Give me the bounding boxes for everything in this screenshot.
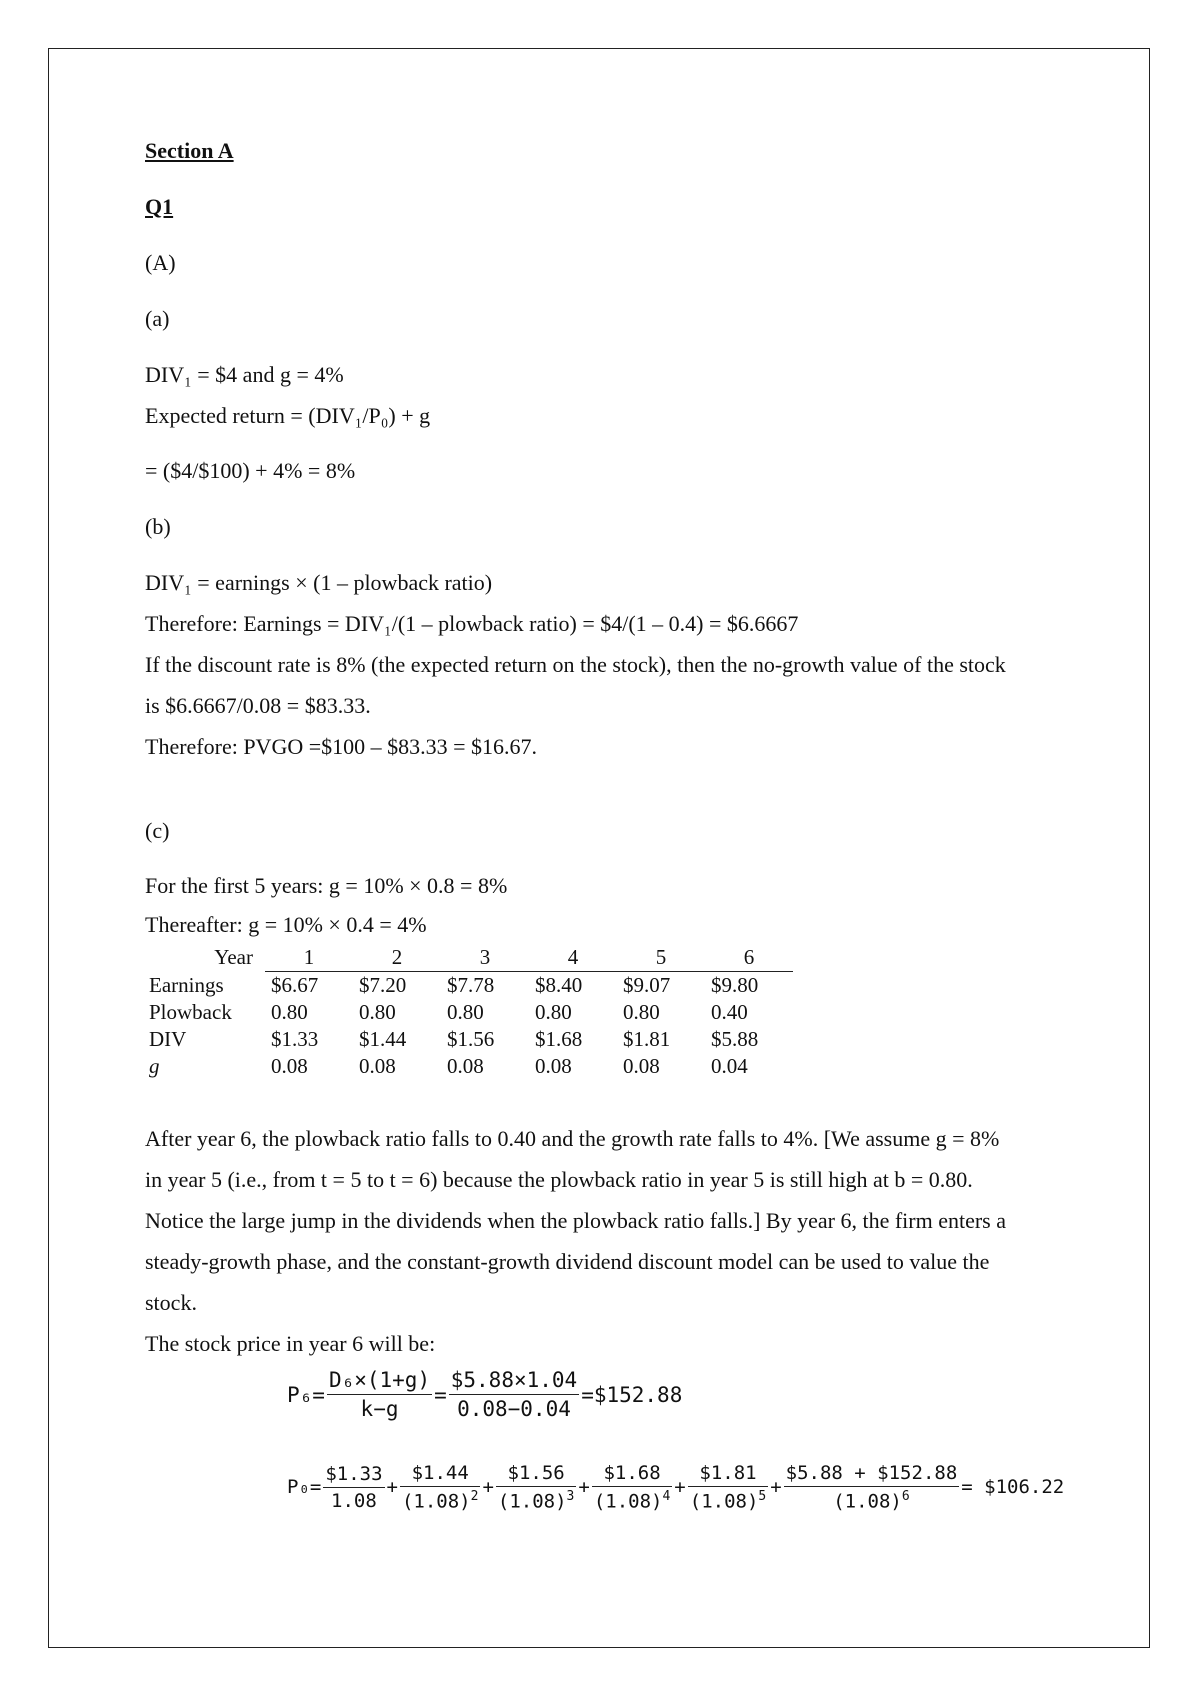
table-cell: $1.33 [271, 1027, 319, 1051]
eq2-term-numerator: $1.44 [400, 1462, 480, 1487]
table-cell: 0.08 [447, 1054, 484, 1078]
eq2-term-denominator [496, 1487, 576, 1512]
para-line-5: stock. [145, 1290, 197, 1315]
eq2-term-base: (1.08) [833, 1490, 902, 1513]
a-given: DIV₁ = $4 and g = 4% [145, 362, 344, 387]
equation-p6 [285, 1368, 684, 1421]
table-cell: $9.80 [711, 973, 759, 997]
eq2-term-base: (1.08) [689, 1490, 759, 1513]
eq1-f2-denominator: 0.08−0.04 [457, 1397, 571, 1421]
para-line-2: in year 5 (i.e., from t = 5 to t = 6) because the plowback ratio in year 5 is still high at b = 0.80. [145, 1167, 973, 1192]
eq1-result: =$152.88 [581, 1382, 683, 1407]
row-label: DIV [149, 1027, 187, 1051]
eq2-term [496, 1462, 576, 1512]
eq2-term [688, 1462, 768, 1512]
plus-sign: + [770, 1476, 782, 1499]
table-cell: 0.08 [535, 1054, 572, 1078]
b-line-2: Therefore: Earnings = DIV₁/(1 – plowback ratio) = $4/(1 – 0.4) = $6.6667 [145, 611, 799, 636]
eq1-fraction-1 [327, 1368, 432, 1421]
table-cell: $6.67 [271, 973, 319, 997]
eq1-f2-numerator: $5.88×1.04 [449, 1368, 579, 1395]
year-cell: 5 [617, 944, 705, 972]
table-cell: $1.81 [623, 1027, 671, 1051]
table-cell: $9.07 [623, 973, 671, 997]
eq2-term-denominator [400, 1487, 480, 1512]
plus-sign: + [482, 1476, 494, 1499]
eq1-equals: = [434, 1382, 447, 1407]
eq1-f1-numerator: D₆×(1+g) [327, 1368, 432, 1395]
table-cell: 0.40 [711, 1000, 748, 1024]
eq2-term [784, 1462, 960, 1512]
table-cell: $5.88 [711, 1027, 759, 1051]
eq1-fraction-2 [449, 1368, 579, 1421]
eq1-f1-denominator: k−g [360, 1397, 399, 1421]
a-formula: Expected return = (DIV₁/P₀) + g [145, 403, 431, 428]
eq2-term-numerator: $1.68 [592, 1462, 672, 1487]
eq2-term-numerator: $1.33 [323, 1463, 384, 1488]
table-cell: $1.56 [447, 1027, 495, 1051]
table-cell: $7.78 [447, 973, 495, 997]
eq2-term-numerator: $1.56 [496, 1462, 576, 1487]
eq2-term-denominator [688, 1487, 768, 1512]
table-header-row [143, 944, 793, 972]
table-cell: 0.80 [359, 1000, 396, 1024]
para-line-4: steady-growth phase, and the constant-growth dividend discount model can be used to value the [145, 1249, 990, 1274]
plus-sign: + [386, 1476, 398, 1499]
table-row [143, 1053, 793, 1080]
table-cell: 0.08 [623, 1054, 660, 1078]
eq2-term-base: (1.08) [593, 1490, 663, 1513]
eq2-term-denominator [592, 1487, 672, 1512]
eq2-term [400, 1462, 480, 1512]
eq2-term [323, 1463, 384, 1512]
table-cell: $1.44 [359, 1027, 407, 1051]
row-label: g [149, 1054, 160, 1078]
equation-p0 [285, 1462, 1066, 1512]
eq2-term-exponent: 4 [662, 1489, 671, 1504]
para-line-1: After year 6, the plowback ratio falls to 0.40 and the growth rate falls to 4%. [We assume g = 8% [145, 1126, 1000, 1151]
plus-sign: + [578, 1476, 590, 1499]
eq2-term-exponent: 2 [470, 1489, 479, 1504]
row-label: Plowback [149, 1000, 232, 1024]
question-label: Q1 [145, 194, 174, 219]
year-cell: 2 [353, 944, 441, 972]
b-line-1: DIV₁ = earnings × (1 – plowback ratio) [145, 570, 493, 595]
year-header: Year [214, 945, 253, 970]
b-line-4: is $6.6667/0.08 = $83.33. [145, 693, 371, 718]
eq2-term-denominator [323, 1488, 384, 1512]
table-cell: $7.20 [359, 973, 407, 997]
year-cell: 6 [705, 944, 793, 972]
eq2-term [592, 1462, 672, 1512]
eq2-term-base: 1.08 [331, 1489, 377, 1512]
table-cell: 0.80 [535, 1000, 572, 1024]
table-row [143, 972, 793, 1000]
year-cell: 1 [265, 944, 353, 972]
a-result: = ($4/$100) + 4% = 8% [145, 458, 356, 483]
c-line-2: Thereafter: g = 10% × 0.4 = 4% [145, 912, 427, 937]
eq2-term-base: (1.08) [401, 1490, 471, 1513]
part-b-label: (b) [145, 514, 171, 539]
table-cell: 0.08 [359, 1054, 396, 1078]
table-cell: 0.80 [271, 1000, 308, 1024]
eq2-term-exponent: 6 [901, 1489, 910, 1504]
eq2-result: = $106.22 [961, 1476, 1065, 1499]
b-line-5: Therefore: PVGO =$100 – $83.33 = $16.67. [145, 734, 538, 759]
para-line-6: The stock price in year 6 will be: [145, 1331, 436, 1356]
eq2-term-exponent: 3 [566, 1489, 575, 1504]
b-line-3: If the discount rate is 8% (the expected return on the stock), then the no-growth value of the stock [145, 652, 1006, 677]
eq2-lhs: P₀= [287, 1476, 322, 1499]
eq2-term-base: (1.08) [497, 1490, 567, 1513]
table-cell: 0.80 [623, 1000, 660, 1024]
year-cell: 4 [529, 944, 617, 972]
eq1-lhs: P₆= [287, 1382, 325, 1407]
table-cell: 0.04 [711, 1054, 748, 1078]
table-cell: 0.80 [447, 1000, 484, 1024]
part-a-label: (a) [145, 306, 170, 331]
projection-table [143, 944, 793, 1080]
eq2-term-numerator: $5.88 + $152.88 [784, 1462, 960, 1487]
eq2-term-exponent: 5 [758, 1489, 767, 1504]
part-A-label: (A) [145, 250, 176, 275]
eq2-term-numerator: $1.81 [688, 1462, 768, 1487]
para-line-3: Notice the large jump in the dividends when the plowback ratio falls.] By year 6, the firm enters a [145, 1208, 1007, 1233]
table-cell: $1.68 [535, 1027, 583, 1051]
eq2-term-denominator [784, 1487, 960, 1512]
table-cell: 0.08 [271, 1054, 308, 1078]
table-row [143, 999, 793, 1026]
plus-sign: + [674, 1476, 686, 1499]
table-row [143, 1026, 793, 1053]
table-cell: $8.40 [535, 973, 583, 997]
section-title: Section A [145, 138, 234, 163]
part-c-label: (c) [145, 818, 170, 843]
year-cell: 3 [441, 944, 529, 972]
row-label: Earnings [149, 972, 224, 997]
c-line-1: For the first 5 years: g = 10% × 0.8 = 8% [145, 873, 508, 898]
